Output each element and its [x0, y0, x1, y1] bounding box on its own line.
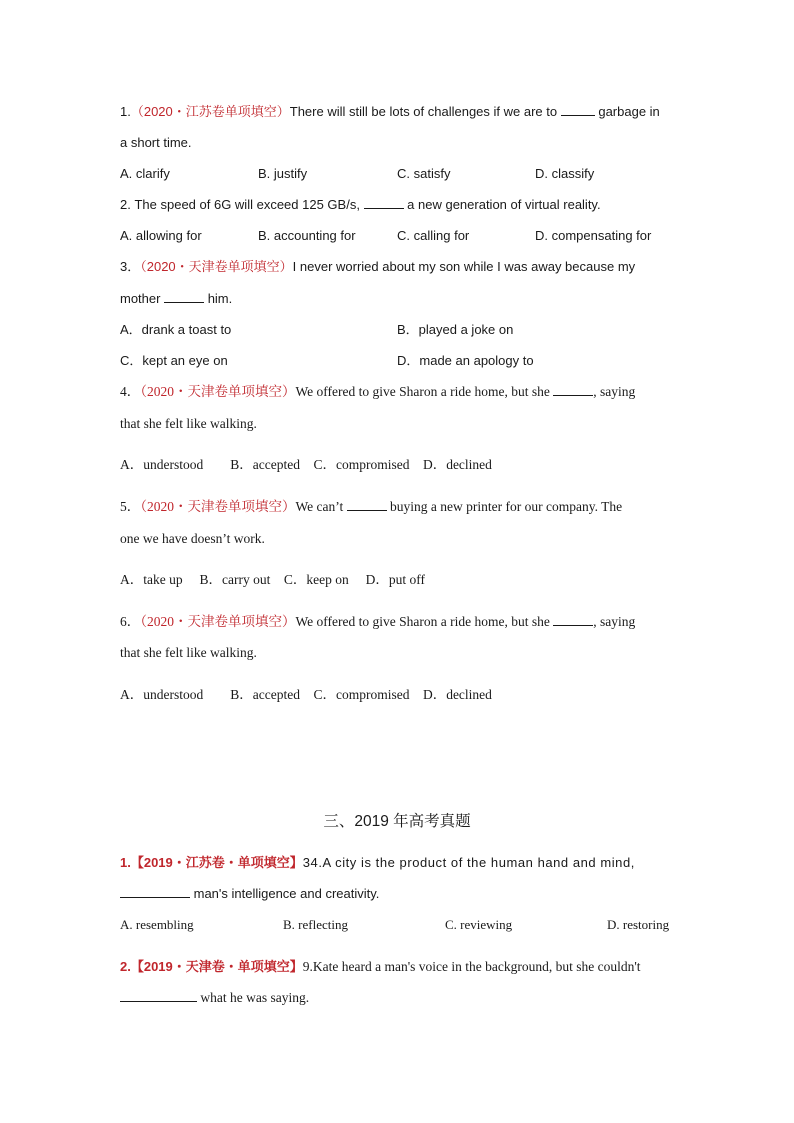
option-b: B. justify — [258, 166, 308, 181]
question-2-stem — [120, 196, 601, 214]
question-2019-2-stem-cont — [120, 989, 309, 1007]
question-text: We offered to give Sharon a ride home, but she — [295, 384, 554, 399]
question-text-end: him. — [204, 291, 233, 306]
answer-blank — [164, 290, 204, 303]
answer-blank — [364, 196, 404, 209]
question-6-options: A．understood B．accepted C．compromised D．declined — [120, 687, 492, 702]
option-d: D．made an apology to — [397, 353, 534, 368]
question-text: I never worried about my son while I was away because my — [292, 259, 636, 274]
option-a: A. clarify — [120, 166, 170, 181]
question-number: 6． — [120, 614, 141, 629]
question-1-stem-cont: a short time. — [120, 135, 192, 150]
source-tag: （2020・天津卷单项填空） — [140, 259, 293, 274]
answer-blank — [561, 103, 595, 116]
question-4-stem — [120, 383, 635, 401]
question-text: mother — [120, 291, 165, 306]
option-d: D. classify — [535, 166, 595, 181]
question-text: The speed of 6G will exceed 125 GB/s, — [134, 197, 364, 212]
question-number: 5． — [120, 499, 141, 514]
option-a: A. resembling — [120, 917, 194, 932]
question-6-stem-cont: that she felt like walking. — [120, 645, 257, 660]
question-number: 3． — [120, 259, 141, 274]
option-d: D. restoring — [607, 917, 670, 932]
question-text-end: buying a new printer for our company. The — [386, 499, 623, 514]
source-tag: （2020・江苏卷单项填空） — [130, 104, 290, 119]
question-number: 4． — [120, 384, 141, 399]
option-c: C. calling for — [397, 228, 470, 243]
option-b: B. accounting for — [258, 228, 356, 243]
option-c: C. satisfy — [397, 166, 451, 181]
question-3-stem — [120, 258, 635, 276]
question-text: 9.Kate heard a man's voice in the background, but she couldn't — [302, 959, 641, 974]
option-c: C．kept an eye on — [120, 353, 228, 368]
question-4-options: A．understood B．accepted C．compromised D．declined — [120, 457, 492, 472]
question-number: 2. — [120, 197, 131, 212]
question-1-stem — [120, 103, 660, 121]
question-2019-1-stem — [120, 854, 635, 872]
question-text-end: , saying — [593, 614, 636, 629]
question-3-stem-cont — [120, 290, 232, 308]
option-a: A．drank a toast to — [120, 322, 232, 337]
source-tag: （2020・天津卷单项填空） — [140, 384, 296, 399]
answer-blank — [120, 989, 197, 1002]
question-text-end: garbage in — [594, 104, 660, 119]
question-text: 34.A city is the product of the human hand and mind, — [302, 855, 635, 870]
question-text: We offered to give Sharon a ride home, but she — [295, 614, 554, 629]
source-tag: （2020・天津卷单项填空） — [140, 614, 296, 629]
question-text-end: , saying — [593, 384, 636, 399]
option-a: A. allowing for — [120, 228, 202, 243]
question-number: 1. — [120, 855, 131, 870]
option-b: B．played a joke on — [397, 322, 514, 337]
question-4-stem-cont: that she felt like walking. — [120, 416, 257, 431]
question-6-stem — [120, 613, 635, 631]
question-number: 2. — [120, 959, 131, 974]
question-5-options: A．take up B．carry out C．keep on D．put off — [120, 572, 425, 587]
question-5-stem-cont: one we have doesn’t work. — [120, 531, 265, 546]
option-b: B. reflecting — [283, 917, 348, 932]
section-heading: 三、2019 年高考真题 — [323, 813, 471, 830]
question-5-stem — [120, 498, 622, 516]
answer-blank — [553, 613, 593, 626]
question-text-end: a new generation of virtual reality. — [403, 197, 601, 212]
answer-blank — [553, 383, 593, 396]
question-text-end: man's intelligence and creativity. — [190, 886, 380, 901]
question-text: There will still be lots of challenges if we are to — [289, 104, 561, 119]
source-tag: （2020・天津卷单项填空） — [140, 499, 296, 514]
question-number: 1. — [120, 104, 131, 119]
option-c: C. reviewing — [445, 917, 513, 932]
option-d: D. compensating for — [535, 228, 652, 243]
question-text: We can’t — [295, 499, 347, 514]
question-text-end: what he was saying. — [197, 990, 310, 1005]
answer-blank — [120, 885, 190, 898]
question-2019-1-stem-cont — [120, 885, 379, 903]
question-2019-2-stem — [120, 958, 641, 976]
source-tag: 【2019・江苏卷・单项填空】 — [130, 855, 303, 870]
answer-blank — [347, 498, 387, 511]
source-tag: 【2019・天津卷・单项填空】 — [130, 959, 303, 974]
